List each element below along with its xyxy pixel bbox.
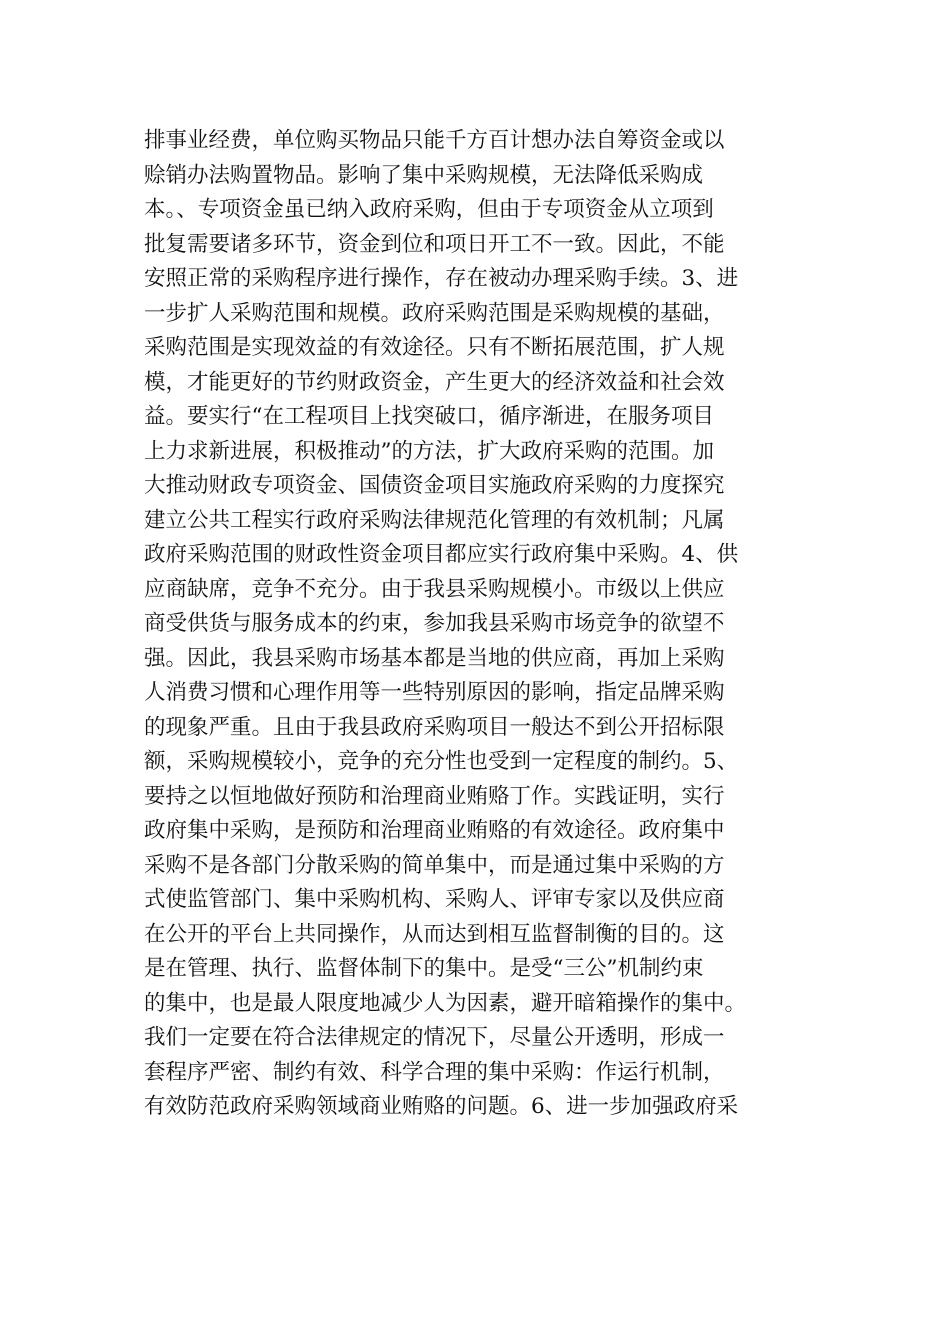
text-line: 在公开的平台上共同操作，从而达到相互监督制衡的目的。这 — [144, 921, 725, 947]
body-text — [144, 124, 804, 1125]
text-line: 的现象严重。且由于我县政府采购项目一般达不到公开招标限 — [144, 714, 725, 740]
text-line: 有效防范政府采购领域商业贿赂的问题。6、进一步加强政府采 — [144, 1094, 739, 1119]
text-line: 采购范围是实现效益的有效途径。只有不断拓展范围，扩人规 — [144, 335, 725, 360]
text-line: 我们一定要在符合法律规定的情况下，尽量公开透明，形成一 — [144, 1025, 725, 1050]
text-line: 是在管理、执行、监督体制下的集中。是受“三公”机制约束 — [144, 956, 704, 981]
text-line: 一步扩人采购范围和规模。政府采购范围是采购规模的基础， — [144, 300, 725, 326]
text-line: 式使监管部门、集中采购机构、采购人、评审专家以及供应商 — [144, 887, 725, 912]
text-line: 本。、专项资金虽已纳入政府采购，但由于专项资金从立项到 — [144, 197, 714, 222]
text-line: 额，采购规模较小，竞争的充分性也受到一定程度的制约。5、 — [144, 749, 739, 774]
text-line: 模，才能更好的节约财政资金，产生更大的经济效益和社会效 — [144, 369, 725, 395]
text-line: 商受供货与服务成本的约束，参加我县采购市场竞争的欲望不 — [144, 611, 725, 636]
text-line: 大推动财政专项资金、国债资金项目实施政府采购的力度探究 — [144, 473, 725, 498]
text-line: 建立公共工程实行政府采购法律规范化管理的有效机制；凡属 — [144, 507, 725, 533]
text-line: 采购不是各部门分散采购的简单集中，而是通过集中采购的方 — [144, 852, 725, 878]
text-line: 强。因此，我县采购市场基本都是当地的供应商，再加上采购 — [144, 645, 725, 671]
text-line: 赊销办法购置物品。影响了集中采购规模，无法降低采购成 — [144, 162, 704, 188]
text-line: 人消费习惯和心理作用等一些特别原因的影响，指定品牌采购 — [144, 680, 725, 705]
text-line: 益。要实行“在工程项目上找突破口，循序渐进，在服务项目 — [144, 404, 714, 429]
text-line: 应商缺席，竞争不充分。由于我县采购规模小。市级以上供应 — [144, 576, 725, 602]
text-line: 批复需要诸多环节，资金到位和项日开工不一致。因此，不能 — [144, 231, 725, 257]
text-line: 的集中，也是最人限度地减少人为因素，避开暗箱操作的集中。 — [144, 990, 747, 1016]
text-line: 排事业经费，单位购买物品只能千方百计想办法自筹资金或以 — [144, 128, 725, 153]
text-line: 政府集中采购，是预防和治理商业贿赂的有效途径。政府集中 — [144, 818, 725, 843]
text-line: 政府采购范围的财政性资金项目都应实行政府集中采购。4、供 — [144, 542, 739, 567]
text-line: 套程序严密、制约有效、科学合理的集中采购：作运行机制， — [144, 1059, 725, 1085]
text-line: 上力求新进展，积极推动”的方法，扩大政府采购的范围。加 — [144, 438, 714, 464]
text-line: 要持之以恒地做好预防和治理商业贿赂丁作。实践证明，实行 — [144, 783, 725, 809]
text-line: 安照正常的采购程序进行操作，存在被动办理采购手续。3、进 — [144, 266, 739, 291]
